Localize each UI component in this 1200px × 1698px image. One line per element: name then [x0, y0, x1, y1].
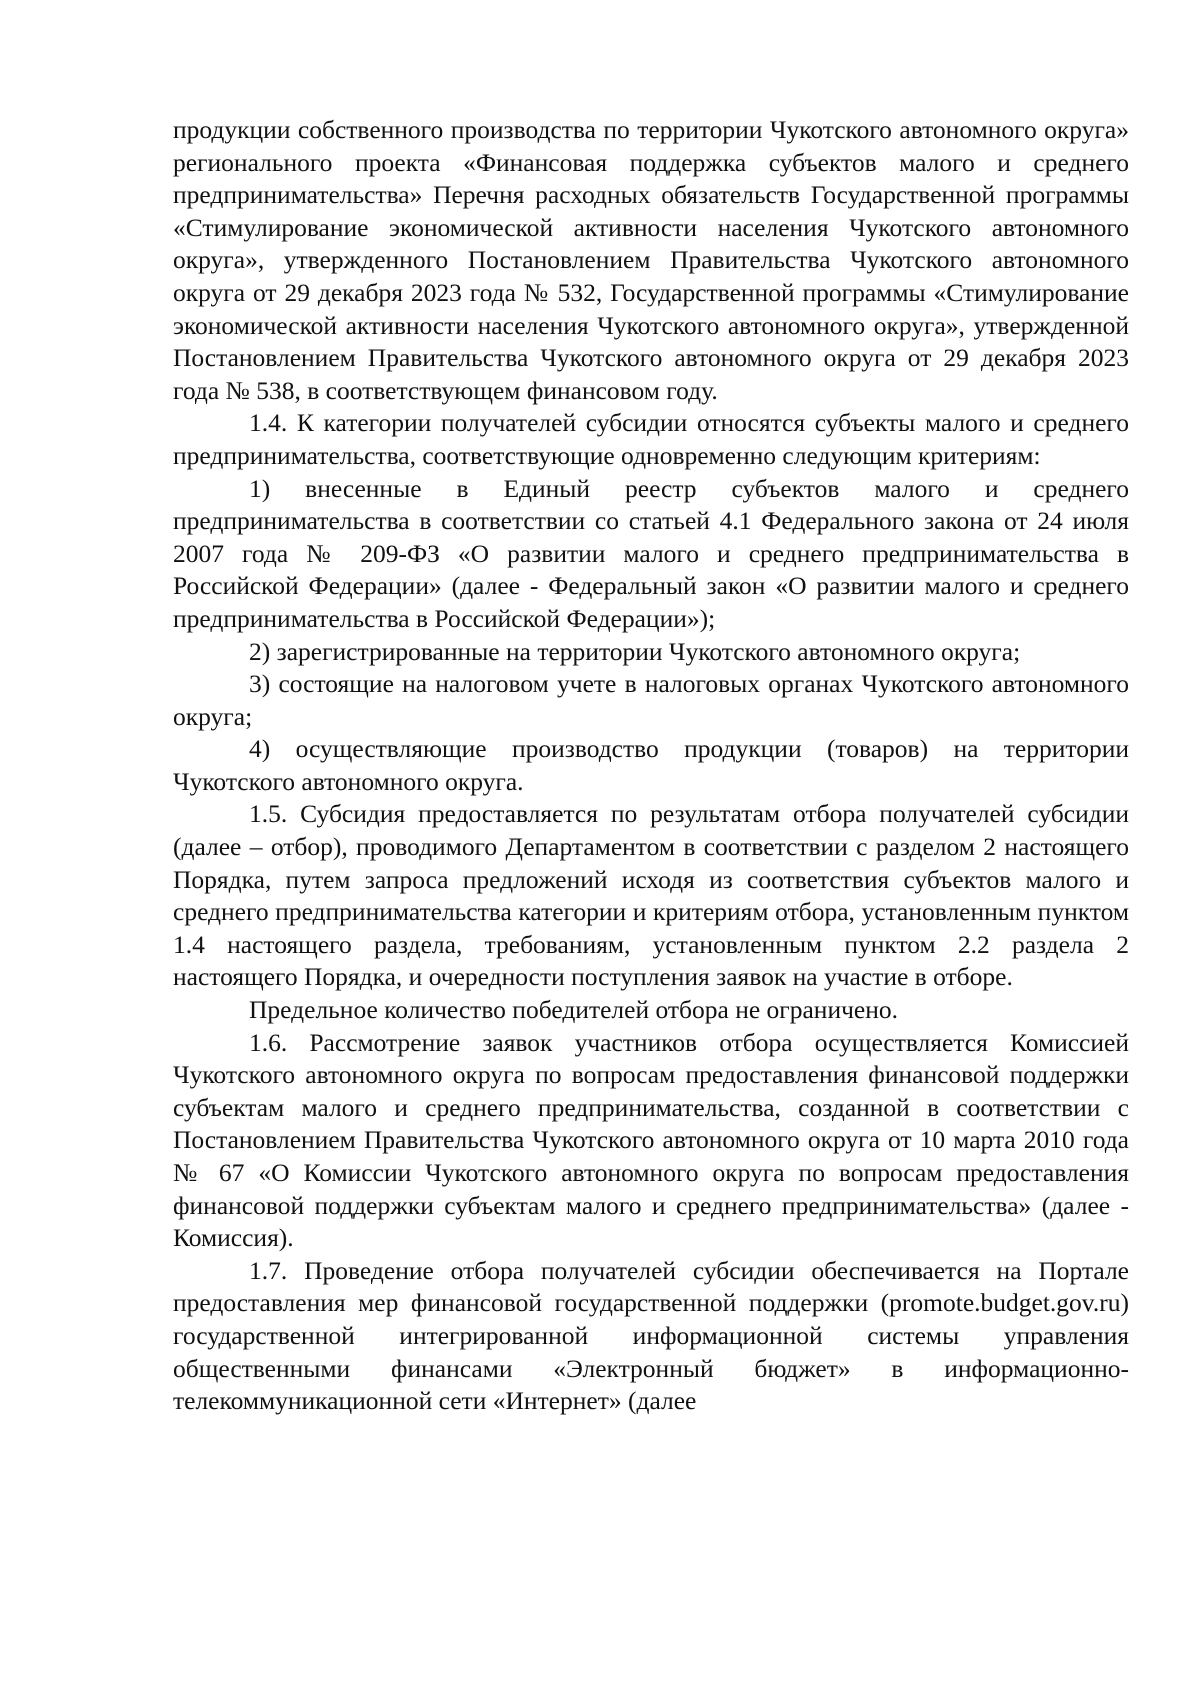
paragraph-criterion-1: 1) внесенные в Единый реестр субъектов малого и среднего предпринимательства в соответствии со статьей 4.1 Федерального закона от 24 июля 2007 года № 209-ФЗ «О развитии малого и среднего предпринимательства в Российской Федерации» (далее - Федеральный закон «О развитии малого и среднего предпринимательства в Российской Федерации»); [173, 473, 1129, 633]
paragraph-criterion-3: 3) состоящие на налоговом учете в налоговых органах Чукотского автономного округа; [173, 669, 1129, 731]
paragraph-continuation: продукции собственного производства по территории Чукотского автономного округа» регионального проекта «Финансовая поддержка субъектов малого и среднего предпринимательства» Перечня расходных обязательств Государственной программы «Стимулирование экономической активности населения Чукотского автономного округа», утвержденного Постановлением Правительства Чукотского автономного округа от 29 декабря 2023 года № 532, Государственной программы «Стимулирование экономической активности населения Чукотского автономного округа», утвержденной Постановлением Правительства Чукотского автономного округа от 29 декабря 2023 года № 538, в соответствующем финансовом году. [173, 115, 1129, 405]
paragraph-1-6: 1.6. Рассмотрение заявок участников отбора осуществляется Комиссией Чукотского автономного округа по вопросам предоставления финансовой поддержки субъектам малого и среднего предпринимательства, созданной в соответствии с Постановлением Правительства Чукотского автономного округа от 10 марта 2010 года № 67 «О Комиссии Чукотского автономного округа по вопросам предоставления финансовой поддержки субъектам малого и среднего предпринимательства» (далее - Комиссия). [173, 1027, 1129, 1253]
paragraph-winners-limit: Предельное количество победителей отбора не ограничено. [249, 995, 899, 1025]
paragraph-1-7: 1.7. Проведение отбора получателей субсидии обеспечивается на Портале предоставления мер финансовой государственной поддержки (promote.budget.gov.ru) государственной интегрированной информационной системы управления общественными финансами «Электронный бюджет» в информационно-телекоммуникационной сети «Интернет» (далее [173, 1255, 1129, 1416]
paragraph-1-4: 1.4. К категории получателей субсидии относятся субъекты малого и среднего предпринимательства, соответствующие одновременно следующим критериям: [173, 408, 1129, 470]
paragraph-criterion-4: 4) осуществляющие производство продукции (товаров) на территории Чукотского автономного округа. [173, 734, 1129, 796]
paragraph-1-5: 1.5. Субсидия предоставляется по результатам отбора получателей субсидии (далее – отбор), проводимого Департаментом в соответствии с разделом 2 настоящего Порядка, путем запроса предложений исходя из соответствия субъектов малого и среднего предпринимательства категории и критериям отбора, установленным пунктом 1.4 настоящего раздела, требованиям, установленным пунктом 2.2 раздела 2 настоящего Порядка, и очередности поступления заявок на участие в отборе. [173, 799, 1129, 992]
paragraph-criterion-2: 2) зарегистрированные на территории Чукотского автономного округа; [249, 636, 1021, 666]
document-body [173, 114, 1129, 1418]
